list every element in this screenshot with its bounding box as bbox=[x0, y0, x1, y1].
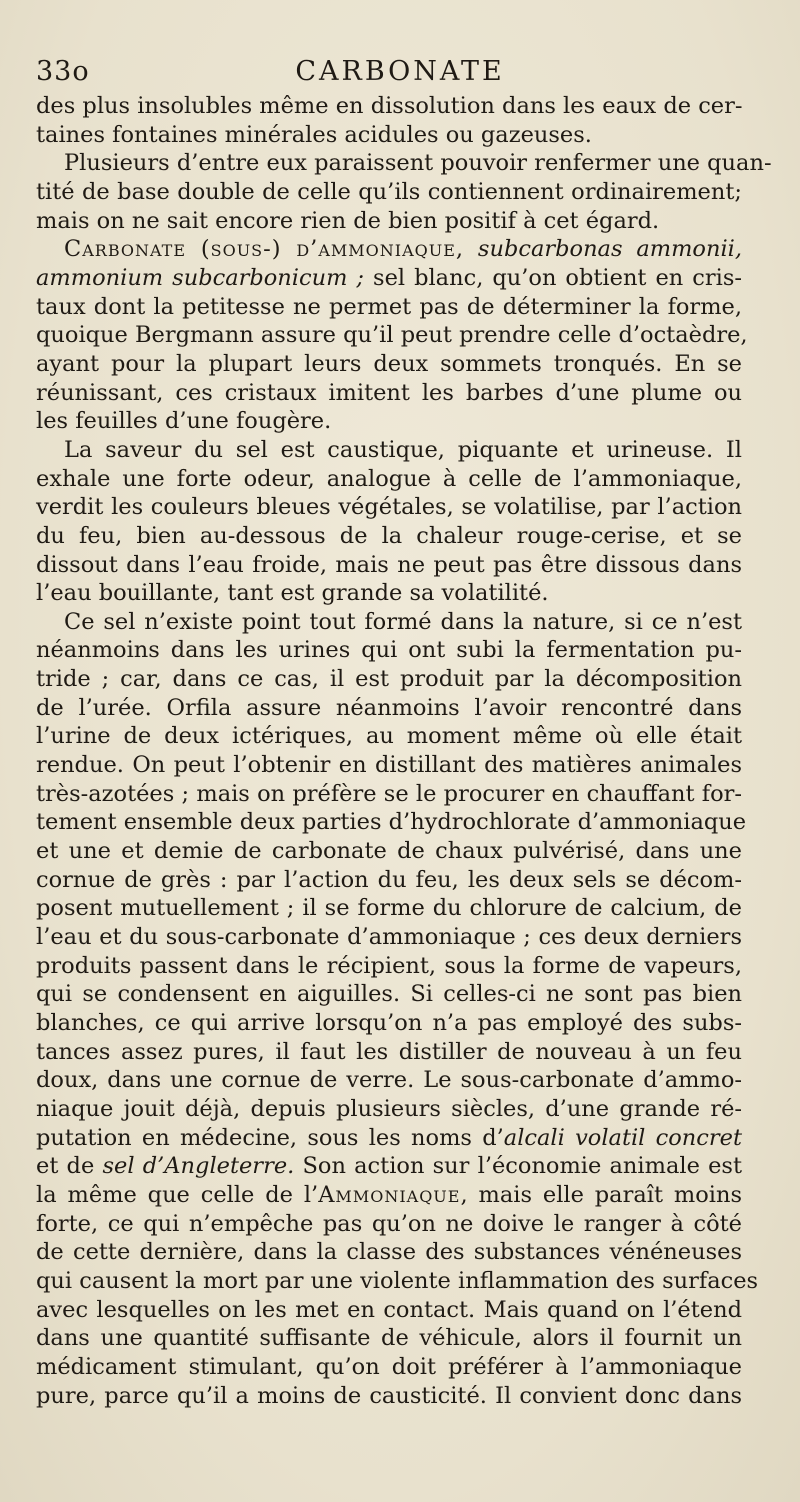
text-run: putation en médecine, sous les noms d’ bbox=[36, 1124, 504, 1151]
text-run: La saveur du sel est caustique, piquante et urineuse. Il bbox=[64, 436, 742, 463]
text-run: dissout dans l’eau froide, mais ne peut pas être dissous dans bbox=[36, 551, 742, 578]
text-line bbox=[36, 894, 742, 923]
text-line bbox=[36, 1152, 742, 1181]
text-line bbox=[36, 1238, 742, 1267]
text-run: tité de base double de celle qu’ils contiennent ordinairement; bbox=[36, 178, 742, 205]
text-run: qui causent la mort par une violente inflammation des surfaces bbox=[36, 1267, 759, 1294]
text-run: exhale une forte odeur, analogue à celle de l’ammoniaque, bbox=[36, 465, 742, 492]
text-line bbox=[36, 493, 742, 522]
text-line bbox=[36, 694, 742, 723]
page-header bbox=[0, 56, 800, 92]
text-line bbox=[36, 1181, 742, 1210]
text-line bbox=[36, 1038, 742, 1067]
text-run: posent mutuellement ; il se forme du chlorure de calcium, de bbox=[36, 895, 742, 922]
running-head: CARBONATE bbox=[295, 56, 505, 87]
text-run: forte, ce qui n’empêche pas qu’on ne doive le ranger à côté bbox=[36, 1210, 742, 1237]
text-run: avec lesquelles on les met en contact. Mais quand on l’étend bbox=[36, 1296, 742, 1323]
text-run: Son action sur l’économie animale est bbox=[294, 1153, 742, 1180]
text-line bbox=[36, 952, 742, 981]
text-run: et une et demie de carbonate de chaux pulvérisé, dans une bbox=[36, 838, 742, 865]
text-run: qui se condensent en aiguilles. Si celles-ci ne sont pas bien bbox=[36, 981, 742, 1008]
text-line bbox=[36, 1324, 742, 1353]
text-run: taux dont la petitesse ne permet pas de déterminer la forme, bbox=[36, 293, 742, 320]
text-run: produits passent dans le récipient, sous la forme de vapeurs, bbox=[36, 952, 742, 979]
text-line bbox=[36, 980, 742, 1009]
text-run: alcali volatil concret bbox=[503, 1124, 742, 1151]
text-run: la même que celle de l’ bbox=[36, 1181, 319, 1208]
text-run: subcarbonas ammonii, bbox=[477, 236, 743, 263]
text-run: l’urine de deux ictériques, au moment même où elle était bbox=[36, 723, 742, 750]
text-line bbox=[36, 92, 742, 121]
text-run: médicament stimulant, qu’on doit préférer à l’ammoniaque bbox=[36, 1353, 742, 1380]
text-run: blanches, ce qui arrive lorsqu’on n’a pas employé des subs- bbox=[36, 1010, 742, 1036]
text-run: du feu, bien au-dessous de la chaleur rouge-cerise, et se bbox=[36, 522, 742, 549]
text-run: réunissant, ces cristaux imitent les barbes d’une plume ou bbox=[36, 379, 742, 406]
text-run: dans une quantité suffisante de véhicule, alors il fournit un bbox=[36, 1325, 742, 1352]
text-line bbox=[36, 1267, 759, 1296]
text-line bbox=[36, 321, 748, 350]
text-line bbox=[36, 1095, 742, 1124]
text-run: cornue de grès : par l’action du feu, les deux sels se décom- bbox=[36, 866, 742, 893]
text-run: doux, dans une cornue de verre. Le sous-carbonate d’ammo- bbox=[36, 1067, 742, 1094]
text-run: de cette dernière, dans la classe des substances vénéneuses bbox=[36, 1239, 742, 1266]
text-line bbox=[36, 350, 742, 379]
text-line bbox=[36, 751, 742, 780]
text-line bbox=[36, 808, 747, 837]
text-run bbox=[464, 236, 478, 262]
text-line bbox=[36, 1296, 742, 1325]
text-line bbox=[36, 636, 742, 665]
text-line bbox=[36, 407, 742, 436]
text-run: , mais elle paraît moins bbox=[460, 1181, 742, 1208]
text-line bbox=[36, 293, 742, 322]
text-line bbox=[36, 1066, 742, 1095]
text-run: les feuilles d’une fougère. bbox=[36, 408, 332, 435]
text-run: Ammoniaque bbox=[318, 1181, 461, 1208]
text-line bbox=[36, 866, 742, 895]
text-run: mais on ne sait encore rien de bien positif à cet égard. bbox=[36, 207, 660, 234]
text-run: Carbonate (sous-) d’ammoniaque, bbox=[64, 236, 465, 263]
text-line bbox=[36, 235, 742, 264]
text-run: l’eau bouillante, tant est grande sa volatilité. bbox=[36, 580, 549, 607]
text-run: niaque jouit déjà, depuis plusieurs siècles, d’une grande ré- bbox=[36, 1095, 742, 1122]
text-line bbox=[36, 1210, 742, 1239]
text-line bbox=[36, 264, 742, 293]
text-run: très-azotées ; mais on préfère se le procurer en chauffant for- bbox=[36, 780, 742, 807]
text-line bbox=[36, 780, 742, 809]
text-line bbox=[36, 436, 742, 465]
body-text bbox=[36, 92, 772, 1410]
text-line bbox=[36, 1382, 742, 1411]
text-line bbox=[36, 579, 742, 608]
text-line bbox=[36, 1124, 742, 1153]
text-line bbox=[36, 207, 742, 236]
text-run: Ce sel n’existe point tout formé dans la nature, si ce n’est bbox=[64, 608, 742, 635]
text-line bbox=[36, 465, 742, 494]
text-line bbox=[36, 837, 742, 866]
text-run: ayant pour la plupart leurs deux sommets tronqués. En se bbox=[36, 350, 742, 377]
text-run: rendue. On peut l’obtenir en distillant des matières animales bbox=[36, 752, 742, 779]
text-run: quoique Bergmann assure qu’il peut prendre celle d’octaèdre, bbox=[36, 322, 748, 349]
text-line bbox=[36, 149, 772, 178]
text-run: tride ; car, dans ce cas, il est produit par la décomposition bbox=[36, 666, 742, 693]
text-run: sel d’Angleterre. bbox=[102, 1153, 295, 1180]
text-line bbox=[36, 923, 742, 952]
text-line bbox=[36, 1353, 742, 1382]
text-run: et de bbox=[36, 1153, 103, 1180]
text-run: de l’urée. Orfila assure néanmoins l’avoir rencontré dans bbox=[36, 694, 742, 721]
text-run: néanmoins dans les urines qui ont subi la fermentation pu- bbox=[36, 637, 742, 664]
text-line bbox=[36, 178, 742, 207]
text-line bbox=[36, 551, 742, 580]
text-run: Plusieurs d’entre eux paraissent pouvoir renfermer une quan- bbox=[64, 150, 772, 177]
text-run: des plus insolubles même en dissolution dans les eaux de cer- bbox=[36, 93, 743, 119]
text-line bbox=[36, 522, 742, 551]
text-run: tances assez pures, il faut les distiller de nouveau à un feu bbox=[36, 1038, 742, 1065]
text-run: tement ensemble deux parties d’hydrochlorate d’ammoniaque bbox=[36, 809, 747, 836]
text-line bbox=[36, 379, 742, 408]
page-number: 33o bbox=[36, 56, 90, 87]
text-run: sel blanc, qu’on obtient en cris- bbox=[364, 264, 742, 291]
text-run: verdit les couleurs bleues végétales, se volatilise, par l’action bbox=[36, 494, 742, 521]
text-run: l’eau et du sous-carbonate d’ammoniaque ; ces deux derniers bbox=[36, 924, 742, 951]
text-run: taines fontaines minérales acidules ou gazeuses. bbox=[36, 121, 592, 148]
text-line bbox=[36, 121, 742, 150]
text-line bbox=[36, 1009, 742, 1038]
text-line bbox=[36, 665, 742, 694]
text-line bbox=[36, 722, 742, 751]
text-run: ammonium subcarbonicum ; bbox=[36, 264, 365, 291]
text-run: pure, parce qu’il a moins de causticité. Il convient donc dans bbox=[36, 1382, 742, 1409]
text-line bbox=[36, 608, 742, 637]
